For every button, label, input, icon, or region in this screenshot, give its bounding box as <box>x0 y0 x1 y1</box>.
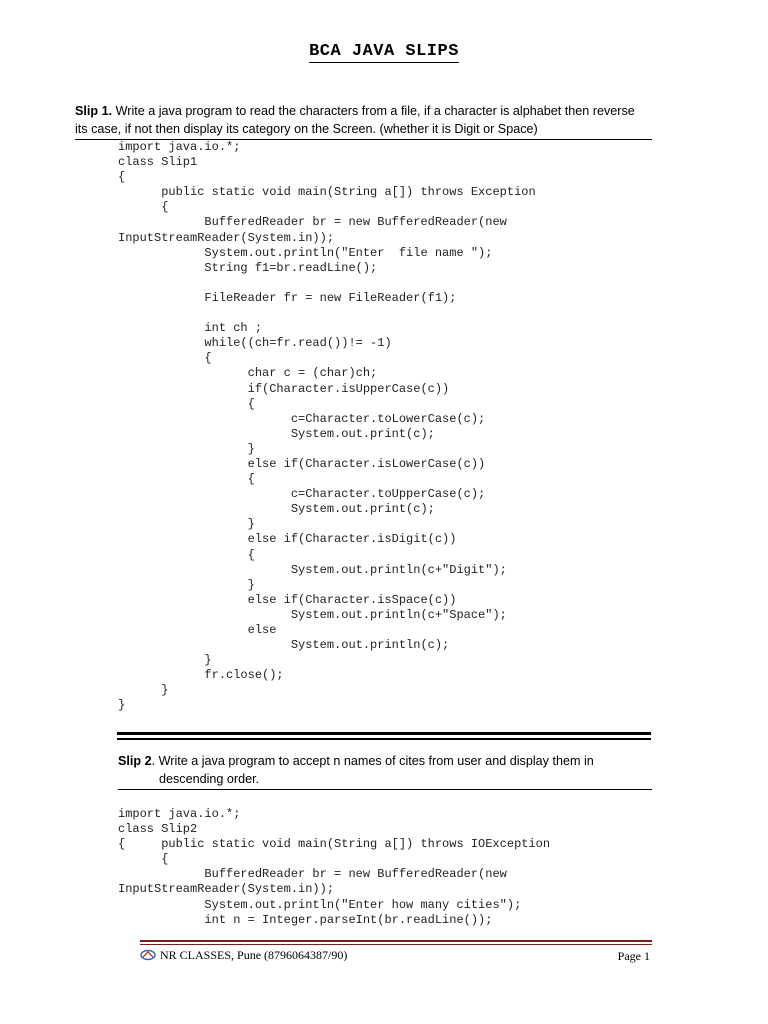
slip2-divider <box>118 789 652 790</box>
page-number: Page 1 <box>617 949 650 963</box>
slip2-code: import java.io.*; class Slip2 { public static void main(String a[]) throws IOException { BufferedReader br = new BufferedReader(new InputStreamReader(System.in)); System.out.println("Enter how many cities"); int n = Integer.parseInt(br.readLine()); <box>118 807 551 927</box>
page-footer <box>140 948 652 966</box>
footer-left-text: NR CLASSES, Pune (8796064387/90) <box>160 948 348 962</box>
nr-classes-logo-icon <box>140 949 156 961</box>
document-title-wrap <box>0 42 768 61</box>
slip-separator <box>117 732 651 740</box>
document-title: BCA JAVA SLIPS <box>309 42 459 61</box>
slip2-label: Slip 2 <box>118 754 152 768</box>
slip2-question-line1: . Write a java program to accept n names of cites from user and display them in <box>151 754 594 768</box>
slip1-question <box>75 102 635 138</box>
slip2-question <box>118 752 638 788</box>
footer-rule <box>140 940 652 945</box>
slip2-question-line2: descending order. <box>159 772 260 786</box>
slip1-code: import java.io.*; class Slip1 { public static void main(String a[]) throws Exception { BufferedReader br = new BufferedReader(new InputStreamReader(System.in)); System.out.println("Enter file name "); String f1=br.readLine(); FileReader fr = new FileReader(f1); int ch ; while((ch=fr.read())!= -1) { char c = (char)ch; if(Character.isUpperCase(c)) { c=Character.toLowerCase(c); System.out.print(c); } else if(Character.isLowerCase(c)) { c=Character.toUpperCase(c); System.out.print(c); } else if(Character.isDigit(c)) { System.out.println(c+"Digit"); } else if(Character.isSpace(c)) System.out.println(c+"Space"); else System.out.println(c); } fr.close(); } } <box>118 140 536 713</box>
slip1-label: Slip 1. <box>75 104 113 118</box>
slip1-question-text: Write a java program to read the characters from a file, if a character is alphabet then reverse its case, if not then display its category on the Screen. (whether it is Digit or Space) <box>75 104 635 136</box>
